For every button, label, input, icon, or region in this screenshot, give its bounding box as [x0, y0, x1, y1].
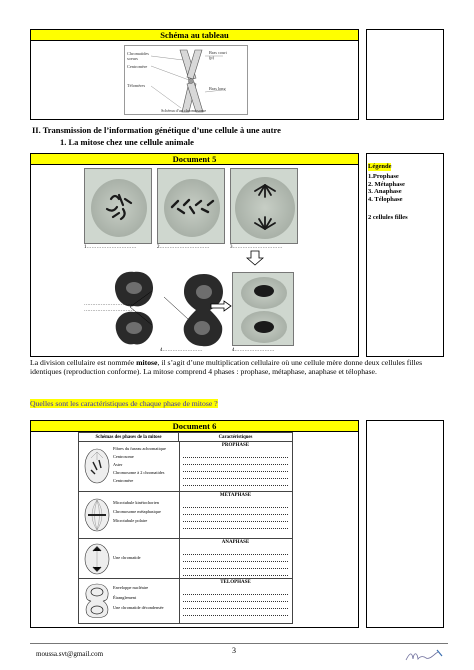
table-header-schemas: Schémas des phases de la mitose — [79, 433, 179, 442]
anaphase-schema — [83, 542, 111, 576]
mitose-paragraph: La division cellulaire est nommée mitose, il s’agit d’une multiplication cellulaire où une cellule mère donne deux cellules filles identiques (reproduction conforme). La mitose comprend 4 phases : prophase, métaphase, anaphase et télophase. — [30, 358, 423, 377]
micrograph-anaphase — [230, 168, 298, 244]
row-telophase — [79, 579, 292, 623]
prophase-labels: Fibres du fuseau achromatique Centrosome Aster Chromosome à 2 chromatides Centromère — [113, 446, 166, 483]
pointer-lines — [130, 285, 190, 335]
signature-logo — [404, 648, 444, 664]
doc5-legend — [368, 155, 438, 222]
label-telomeres: Télomères — [127, 83, 146, 88]
footer-email: moussa.svt@gmail.com — [36, 650, 104, 658]
legend-item-1: 1.Prophase — [368, 173, 399, 180]
label-dots-b: ………………………… — [84, 308, 134, 313]
metaphase-lines[interactable] — [183, 502, 288, 536]
schema-side-box — [366, 29, 444, 120]
telophase-name: TÉLOPHASE — [220, 580, 251, 585]
row-prophase — [79, 442, 292, 492]
prophase-lines[interactable] — [183, 452, 288, 490]
label-chromatides: Chromatides soeurs — [127, 51, 149, 61]
row-anaphase — [79, 539, 292, 579]
doc6-title: Document 6 — [30, 420, 359, 432]
legend-extra: 2 cellules filles — [368, 214, 408, 221]
doc5-title: Document 5 — [30, 153, 359, 165]
doc6-side-box — [366, 420, 444, 628]
micrograph-telophase — [232, 272, 294, 346]
label-dots-a: ………………………… — [84, 302, 134, 307]
schema-title: Schéma au tableau — [30, 29, 359, 41]
legend-item-3: 3. Anaphase — [368, 188, 402, 195]
phases-table — [78, 432, 293, 624]
label-centromere: Centromère — [127, 64, 148, 69]
telophase-labels: Enveloppe nucléaire Étranglement Une chromatide décondensée — [113, 585, 164, 610]
label-bras-long: Bras long — [209, 86, 226, 91]
label-phase-3: 3………………………… — [230, 245, 283, 250]
legend-item-4: 4. Télophase — [368, 195, 403, 203]
label-phase-1: 1………………………… — [84, 245, 137, 250]
telophase-lines[interactable] — [183, 589, 288, 621]
table-header-caracteristiques: Caractéristiques — [179, 433, 292, 442]
metaphase-schema — [83, 496, 111, 534]
label-phase-4a: 4…………………… — [160, 348, 203, 353]
arrow-down-icon — [246, 250, 264, 266]
label-phase-2: 2………………………… — [157, 245, 210, 250]
section-heading: II. Transmission de l’information génétique d’une cellule à une autre — [32, 125, 281, 135]
row-metaphase — [79, 492, 292, 539]
footer-rule — [30, 643, 448, 644]
micrograph-metaphase — [157, 168, 225, 244]
section-subheading: 1. La mitose chez une cellule animale — [60, 137, 194, 147]
label-phase-4b: 4…………………… — [232, 348, 275, 353]
micrograph-prophase — [84, 168, 152, 244]
metaphase-name: MÉTAPHASE — [219, 493, 252, 498]
anaphase-labels: Une chromatide — [113, 555, 141, 560]
chromosome-caption: Schéma d'un chromosome — [161, 108, 207, 113]
legend-item-2: 2. Métaphase — [368, 180, 405, 188]
prophase-name: PROPHASE — [221, 443, 250, 448]
anaphase-name: ANAPHASE — [221, 540, 250, 545]
telophase-schema — [83, 582, 111, 620]
anaphase-lines[interactable] — [183, 549, 288, 577]
signature — [404, 648, 444, 664]
label-bras-court: Bras court (p) — [209, 50, 227, 60]
metaphase-labels: Microtubule kinétochorien Chromosome métaphasique Microtubule polaire — [113, 500, 161, 523]
legend-title: Légende — [368, 163, 392, 170]
chromosome-diagram — [124, 45, 248, 115]
prophase-schema — [83, 446, 111, 486]
arrow-right-icon — [210, 300, 232, 312]
question: Quelles sont les caractéristiques de chaque phase de mitose ? — [30, 399, 218, 408]
page-number: 3 — [232, 646, 236, 655]
